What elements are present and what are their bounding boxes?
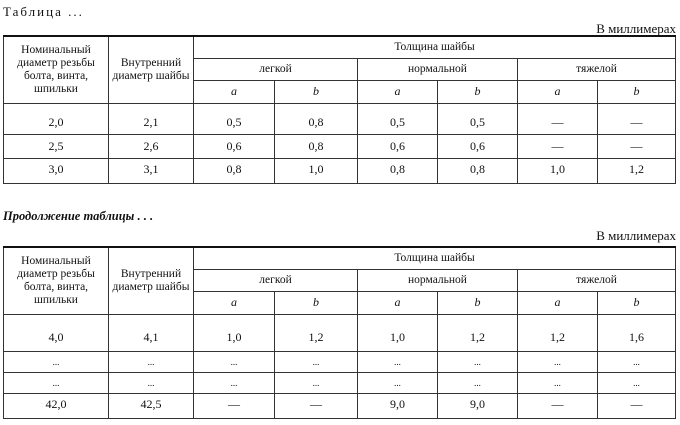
- cell: —: [275, 393, 358, 418]
- header-a: a: [518, 80, 598, 103]
- cell: 2,1: [109, 103, 194, 134]
- header-inner-diameter: Внутренний диаметр шайбы: [109, 247, 194, 314]
- cell: 1,2: [598, 158, 676, 183]
- table-row: [4, 351, 676, 372]
- cell: ...: [4, 372, 109, 393]
- cell: ...: [438, 372, 518, 393]
- cell: 0,5: [438, 103, 518, 134]
- table1-caption: Таблица ...: [3, 4, 84, 19]
- cell: 1,2: [438, 314, 518, 351]
- header-b: b: [598, 291, 676, 314]
- header-b: b: [598, 80, 676, 103]
- cell: ...: [358, 372, 438, 393]
- cell: 0,5: [194, 103, 275, 134]
- cell: 1,0: [275, 158, 358, 183]
- header-normal: нормальной: [358, 269, 518, 291]
- cell: 0,8: [275, 103, 358, 134]
- cell: —: [518, 103, 598, 134]
- cell: 3,0: [4, 158, 109, 183]
- header-thickness: Толщина шайбы: [194, 36, 676, 58]
- cell: ...: [194, 351, 275, 372]
- header-inner-diameter: Внутренний диаметр шайбы: [109, 36, 194, 103]
- cell: 3,1: [109, 158, 194, 183]
- cell: 0,5: [358, 103, 438, 134]
- cell: 1,0: [194, 314, 275, 351]
- cell: —: [194, 393, 275, 418]
- cell: 4,1: [109, 314, 194, 351]
- table-row: [4, 158, 676, 183]
- table-row: [4, 134, 676, 158]
- cell: 2,0: [4, 103, 109, 134]
- table-row: [4, 393, 676, 418]
- cell: 2,6: [109, 134, 194, 158]
- cell: 0,8: [194, 158, 275, 183]
- cell: 42,0: [4, 393, 109, 418]
- cell: 0,6: [194, 134, 275, 158]
- cell: ...: [275, 351, 358, 372]
- cell: ...: [109, 351, 194, 372]
- header-b: b: [438, 80, 518, 103]
- table2: [3, 246, 676, 419]
- cell: 9,0: [438, 393, 518, 418]
- cell: —: [598, 393, 676, 418]
- table-row: [4, 314, 676, 351]
- cell: ...: [438, 351, 518, 372]
- cell: 1,2: [275, 314, 358, 351]
- cell: ...: [109, 372, 194, 393]
- cell: 0,8: [358, 158, 438, 183]
- header-normal: нормальной: [358, 58, 518, 80]
- cell: 1,0: [518, 158, 598, 183]
- cell: 4,0: [4, 314, 109, 351]
- header-heavy: тяжелой: [518, 269, 676, 291]
- header-nominal-diameter: Номинальный диаметр резьбы болта, винта, шпильки: [4, 36, 109, 103]
- header-a: a: [358, 80, 438, 103]
- header-light: легкой: [194, 269, 358, 291]
- cell: ...: [358, 351, 438, 372]
- cell: —: [518, 134, 598, 158]
- header-nominal-diameter: Номинальный диаметр резьбы болта, винта, шпильки: [4, 247, 109, 314]
- header-a: a: [518, 291, 598, 314]
- cell: 1,6: [598, 314, 676, 351]
- cell: —: [518, 393, 598, 418]
- cell: ...: [194, 372, 275, 393]
- header-light: легкой: [194, 58, 358, 80]
- cell: 1,0: [358, 314, 438, 351]
- table2-units: В миллимерах: [596, 228, 676, 243]
- header-a: a: [194, 80, 275, 103]
- cell: 42,5: [109, 393, 194, 418]
- header-b: b: [275, 291, 358, 314]
- cell: ...: [518, 351, 598, 372]
- header-a: a: [358, 291, 438, 314]
- table1-units: В миллимерах: [596, 21, 676, 36]
- cell: ...: [598, 351, 676, 372]
- cell: 0,8: [275, 134, 358, 158]
- cell: ...: [518, 372, 598, 393]
- table2-caption: Продолжение таблицы . . .: [3, 209, 154, 223]
- header-thickness: Толщина шайбы: [194, 247, 676, 269]
- cell: ...: [4, 351, 109, 372]
- header-b: b: [438, 291, 518, 314]
- cell: ...: [275, 372, 358, 393]
- table-row: [4, 103, 676, 134]
- cell: —: [598, 103, 676, 134]
- cell: 0,8: [438, 158, 518, 183]
- header-b: b: [275, 80, 358, 103]
- table1: [3, 35, 676, 184]
- header-heavy: тяжелой: [518, 58, 676, 80]
- cell: 1,2: [518, 314, 598, 351]
- cell: ...: [598, 372, 676, 393]
- cell: 0,6: [438, 134, 518, 158]
- cell: 9,0: [358, 393, 438, 418]
- cell: 0,6: [358, 134, 438, 158]
- cell: 2,5: [4, 134, 109, 158]
- cell: —: [598, 134, 676, 158]
- table-row: [4, 372, 676, 393]
- header-a: a: [194, 291, 275, 314]
